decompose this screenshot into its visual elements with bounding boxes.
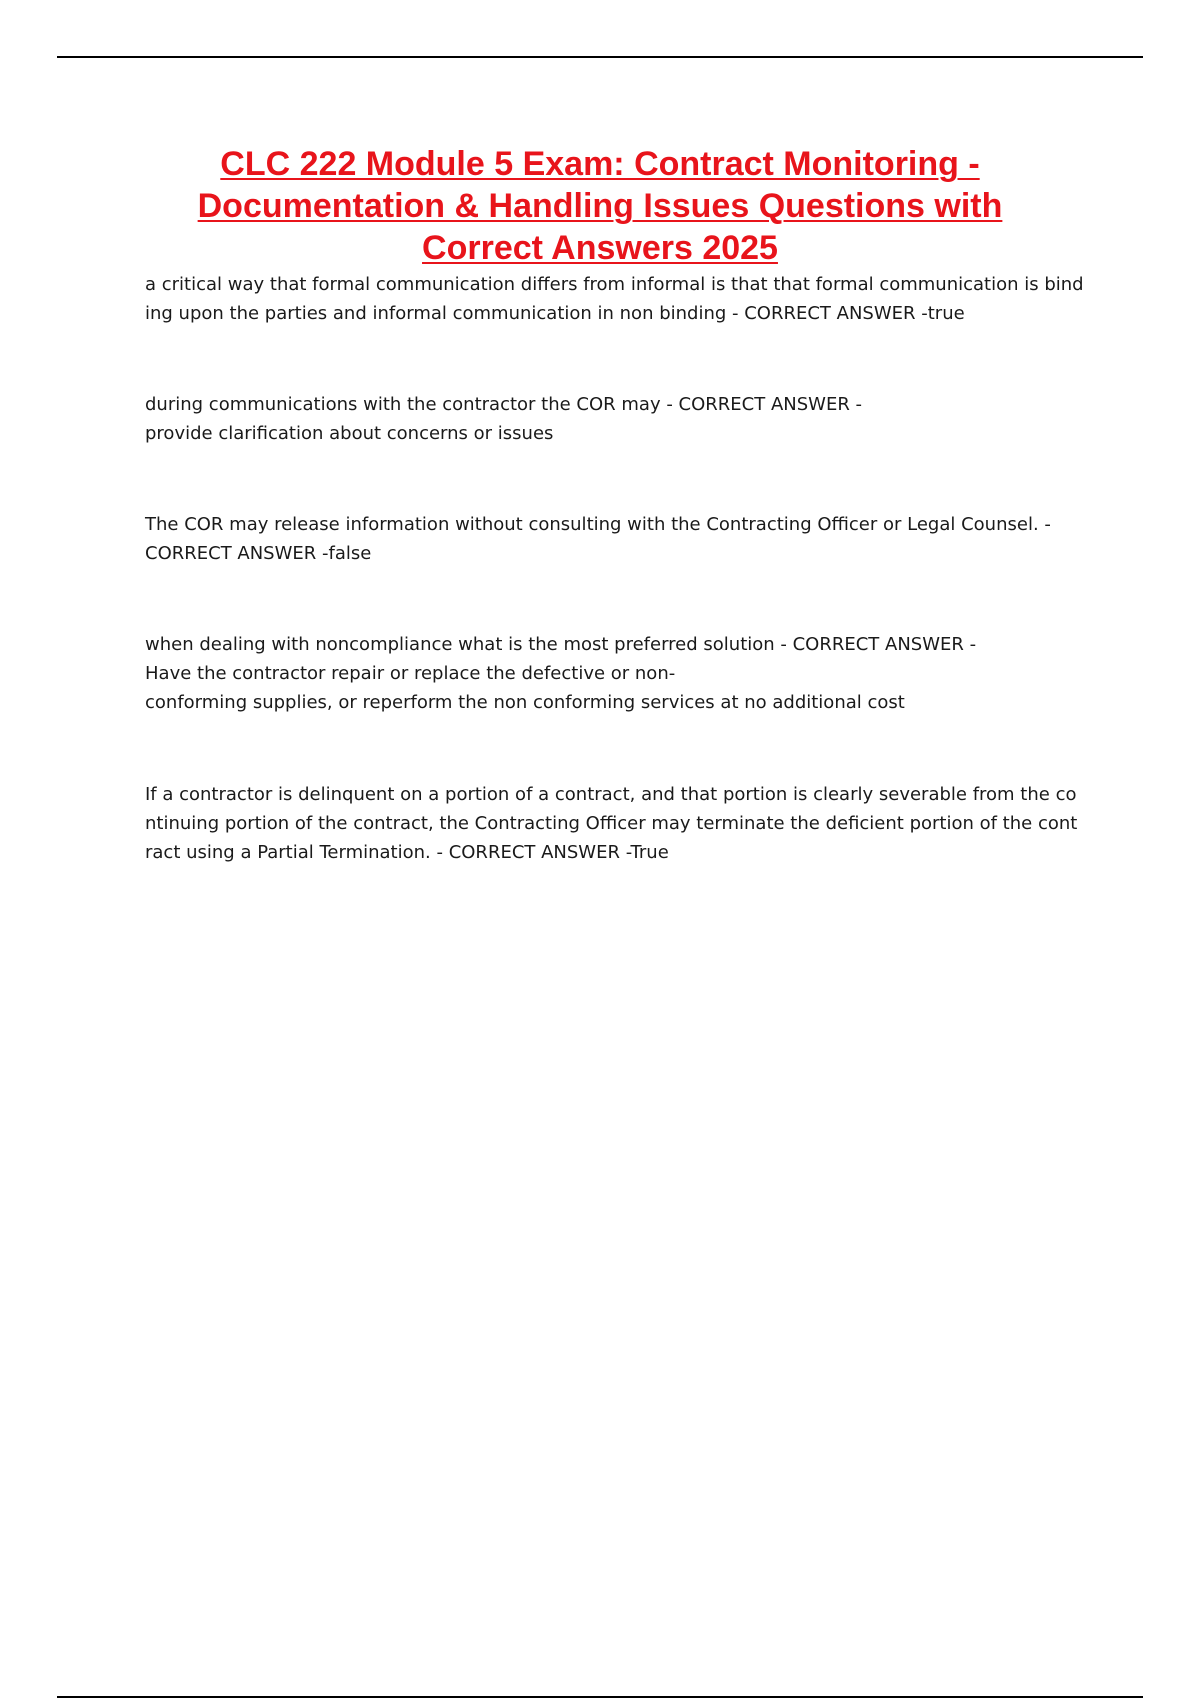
footer-rule <box>57 1696 1143 1698</box>
qa-text-line: conforming supplies, or reperform the non conforming services at no additional cost <box>145 692 905 713</box>
qa-text-line: a critical way that formal communication differs from informal is that that formal communication is bind <box>145 274 1084 295</box>
qa-text-line: Have the contractor repair or replace the defective or non- <box>145 663 676 684</box>
qa-text-line: ntinuing portion of the contract, the Contracting Officer may terminate the deficient portion of the cont <box>145 813 1078 834</box>
qa-text-line: The COR may release information without consulting with the Contracting Officer or Legal Counsel. - <box>145 514 1051 535</box>
title-line-2: Documentation & Handling Issues Questions with <box>197 187 1003 225</box>
qa-text-line: provide clarification about concerns or issues <box>145 423 554 444</box>
qa-text-line: during communications with the contractor the COR may - CORRECT ANSWER - <box>145 394 863 415</box>
document-title <box>100 143 1100 269</box>
title-line-3: Correct Answers 2025 <box>422 229 778 267</box>
qa-item <box>145 510 1051 568</box>
qa-item <box>145 630 976 717</box>
title-line-1: CLC 222 Module 5 Exam: Contract Monitoring - <box>220 145 980 183</box>
qa-text-line: ing upon the parties and informal communication in non binding - CORRECT ANSWER -true <box>145 303 965 324</box>
qa-text-line: CORRECT ANSWER -false <box>145 543 372 564</box>
qa-text-line: ract using a Partial Termination. - CORRECT ANSWER -True <box>145 842 669 863</box>
header-rule <box>57 56 1143 58</box>
qa-item <box>145 390 862 448</box>
qa-text-line: when dealing with noncompliance what is the most preferred solution - CORRECT ANSWER - <box>145 634 977 655</box>
qa-text-line: If a contractor is delinquent on a portion of a contract, and that portion is clearly severable from the co <box>145 784 1077 805</box>
qa-item <box>145 780 1077 867</box>
qa-item <box>145 270 1084 328</box>
